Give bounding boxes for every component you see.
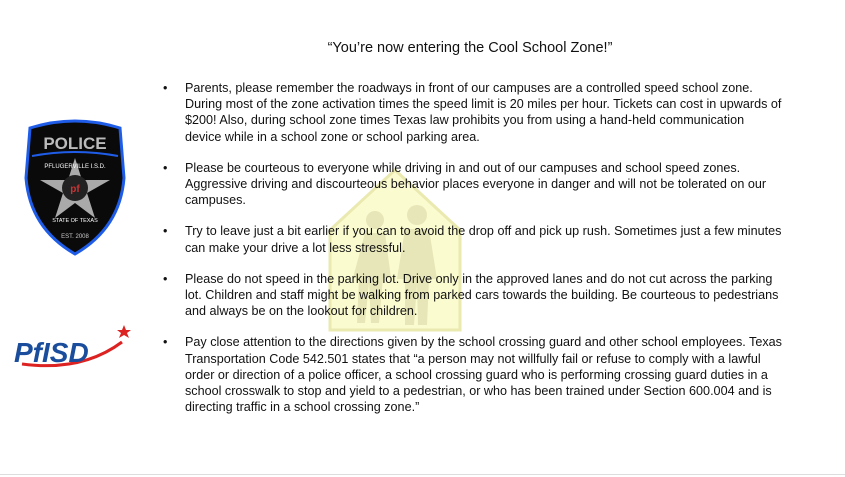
list-item: • Parents, please remember the roadways in front of our campuses are a controlled speed school zone. During most of the zone activation times the speed limit is 20 miles per hour. Tickets can cost in upwards of $200! Also, during school zone times Texas law prohibits you from using a hand-held communication device while in a school zone or school parking area. [163, 80, 783, 145]
page-title: “You’re now entering the Cool School Zone!” [327, 40, 613, 56]
pfisd-logo [12, 322, 137, 372]
svg-text:STATE OF TEXAS: STATE OF TEXAS [52, 218, 98, 224]
list-item: • Try to leave just a bit earlier if you can to avoid the drop off and pick up rush. Sometimes just a few minutes can make your drive a lot less stressful. [163, 223, 783, 255]
list-item: • Pay close attention to the directions given by the school crossing guard and other school employees. Texas Transportation Code 542.501 states that “a person may not willfully fail or refuse to comply with a lawful order or direction of a police officer, a school crossing guard who is performing crossing guard duties in a school crosswalk to stop and yield to a pedestrian, or who has been trained under Section 600.004 and is directing traffic in a school crossing zone.” [163, 334, 783, 415]
list-item: • Please be courteous to everyone while driving in and out of our campuses and school speed zones. Aggressive driving and discourteous behavior places everyone in danger and will not be tolerated on our campuses. [163, 160, 783, 209]
svg-text:PfISD: PfISD [14, 337, 89, 368]
svg-text:POLICE: POLICE [43, 134, 107, 153]
divider [0, 474, 845, 475]
svg-text:EST. 2008: EST. 2008 [61, 234, 89, 240]
svg-text:PFLUGERVILLE I.S.D.: PFLUGERVILLE I.S.D. [44, 164, 106, 170]
svg-text:pf: pf [70, 184, 80, 195]
list-item: • Please do not speed in the parking lot. Drive only in the approved lanes and do not cut across the parking lot. Children and staff might be walking from parked cars towards the building. Be courteous to pedestrians and always be on the lookout for children. [163, 271, 783, 320]
guidelines-list [163, 80, 783, 430]
police-badge-logo [20, 118, 130, 256]
